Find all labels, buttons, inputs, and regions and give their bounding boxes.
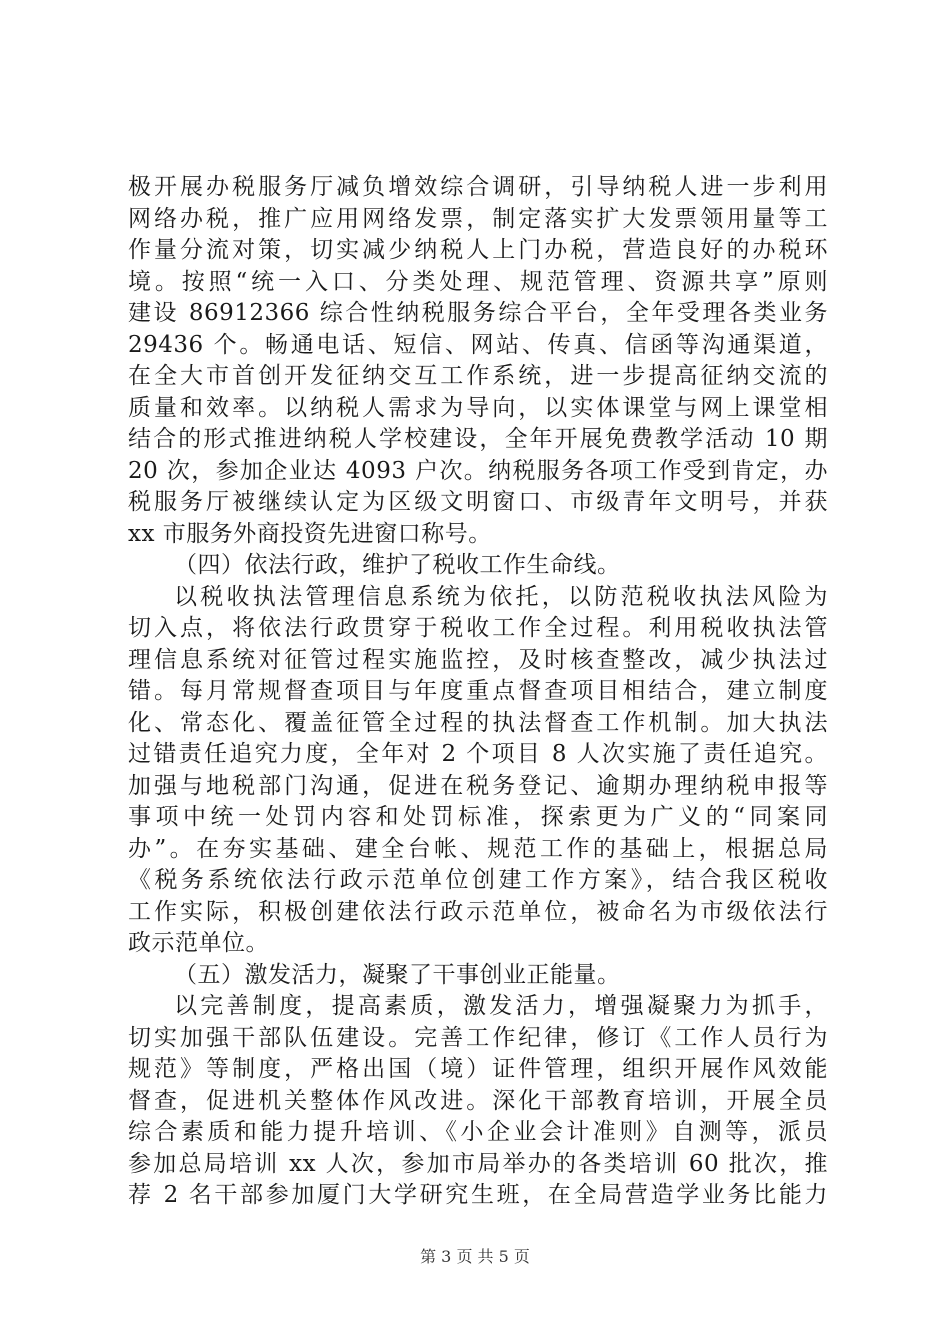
body-line: 政示范单位。 [128, 930, 269, 956]
body-line: 以完善制度，提高素质，激发活力，增强凝聚力为抓手， [174, 993, 828, 1019]
body-line: 网络办税，推广应用网络发票，制定落实扩大发票领用量等工 [128, 205, 828, 232]
body-line: 税服务厅被继续认定为区级文明窗口、市级青年文明号，并获 [128, 489, 828, 515]
body-line: 以税收执法管理信息系统为依托，以防范税收执法风险为 [174, 583, 828, 610]
body-line: 错。每月常规督查项目与年度重点督查项目相结合，建立制度 [128, 678, 828, 704]
body-line: 加强与地税部门沟通，促进在税务登记、逾期办理纳税申报等 [128, 772, 828, 799]
page-footer: 第 3 页 共 5 页 [420, 1247, 530, 1266]
body-line: xx 市服务外商投资先进窗口称号。 [128, 520, 492, 547]
body-line: 在全大市首创开发征纳交互工作系统，进一步提高征纳交流的 [128, 363, 828, 389]
body-line: 事项中统一处罚内容和处罚标准，探索更为广义的“同案同 [128, 804, 828, 830]
body-line: 工作实际，积极创建依法行政示范单位，被命名为市级依法行 [128, 898, 828, 925]
body-line: 过错责任追究力度，全年对 2 个项目 8 人次实施了责任追究。 [128, 741, 828, 767]
body-line: 理信息系统对征管过程实施监控，及时核查整改，减少执法过 [128, 646, 828, 673]
body-line: 办”。在夯实基础、建全台帐、规范工作的基础上，根据总局 [128, 835, 828, 862]
body-line: 29436 个。畅通电话、短信、网站、传真、信函等沟通渠道， [128, 331, 828, 358]
body-line: 作量分流对策，切实减少纳税人上门办税，营造良好的办税环 [128, 237, 828, 263]
body-line: 结合的形式推进纳税人学校建设，全年开展免费教学活动 10 期 [128, 426, 828, 452]
body-line: 化、常态化、覆盖征管全过程的执法督查工作机制。加大执法 [128, 709, 828, 736]
body-line: 规范》等制度，严格出国（境）证件管理，组织开展作风效能 [128, 1056, 828, 1082]
body-line: 20 次，参加企业达 4093 户次。纳税服务各项工作受到肯定，办 [128, 457, 828, 484]
body-line: 建设 86912366 综合性纳税服务综合平台，全年受理各类业务 [128, 300, 828, 326]
body-line: 极开展办税服务厅减负增效综合调研，引导纳税人进一步利用 [128, 174, 828, 200]
body-line: 荐 2 名干部参加厦门大学研究生班，在全局营造学业务比能力 [128, 1182, 828, 1208]
body-line: 境。按照“统一入口、分类处理、规范管理、资源共享”原则 [128, 268, 828, 295]
body-line: 质量和效率。以纳税人需求为导向，以实体课堂与网上课堂相 [128, 394, 828, 421]
body-line: 切实加强干部队伍建设。完善工作纪律，修订《工作人员行为 [128, 1024, 828, 1051]
document-body [128, 172, 828, 1212]
section-heading-5: （五）激发活力，凝聚了干事创业正能量。 [174, 961, 621, 988]
body-line: 督查，促进机关整体作风改进。深化干部教育培训，开展全员 [128, 1087, 828, 1114]
body-line: 《税务系统依法行政示范单位创建工作方案》，结合我区税收 [128, 867, 828, 893]
section-heading-4: （四）依法行政，维护了税收工作生命线。 [174, 552, 621, 578]
body-line: 参加总局培训 xx 人次，参加市局举办的各类培训 60 批次，推 [128, 1150, 828, 1177]
body-line: 综合素质和能力提升培训、《小企业会计准则》自测等，派员 [128, 1119, 828, 1145]
body-line: 切入点，将依法行政贯穿于税收工作全过程。利用税收执法管 [128, 615, 828, 641]
